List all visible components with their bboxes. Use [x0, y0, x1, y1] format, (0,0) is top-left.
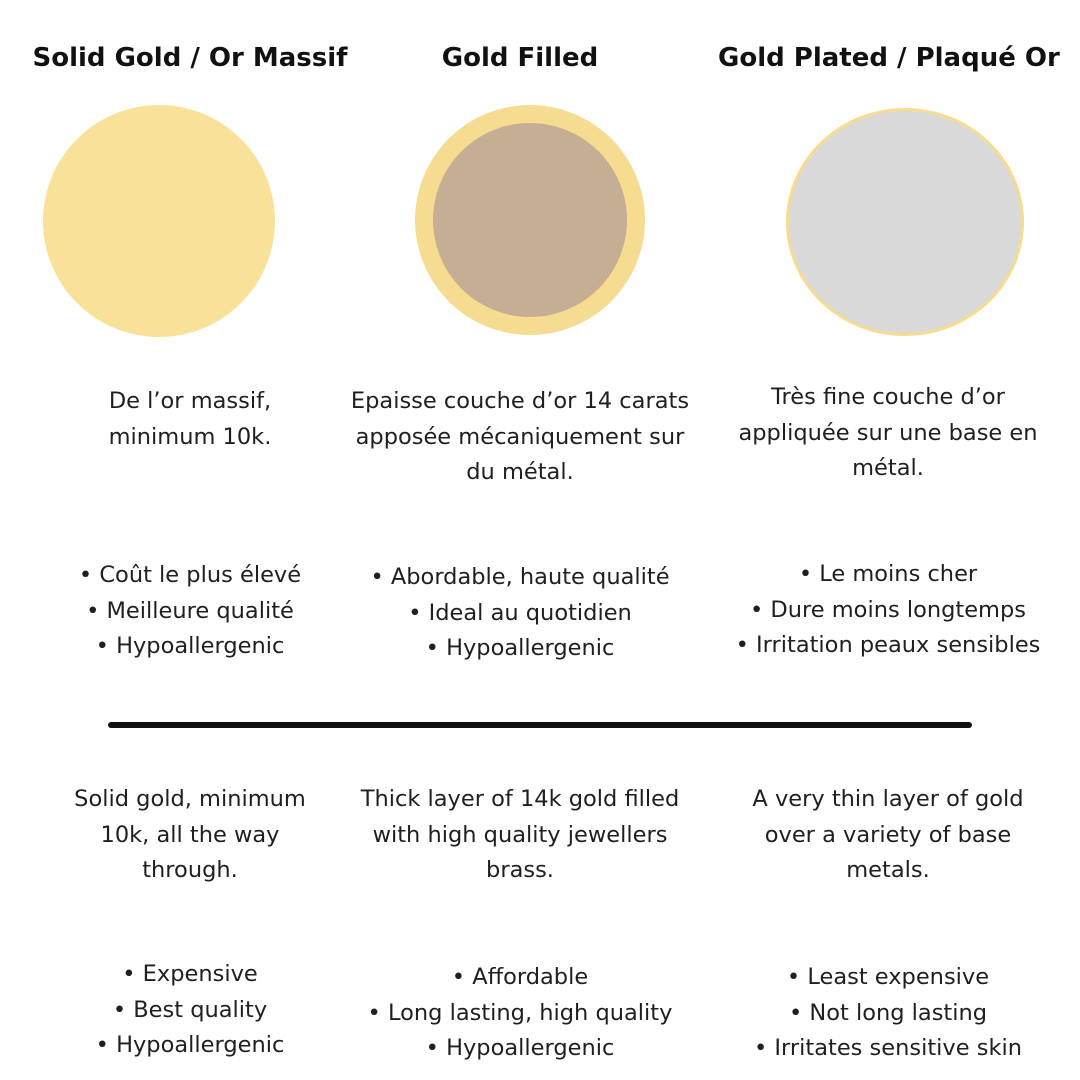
list-item: • Expensive	[122, 961, 258, 987]
column-title: Solid Gold / Or Massif	[32, 43, 348, 73]
list-item: • Ideal au quotidien	[408, 599, 632, 626]
gold-plated-circle	[789, 111, 1021, 333]
solid-gold-circle	[43, 105, 275, 337]
list-item: • Coût le plus élevé	[78, 562, 302, 588]
fr-description	[350, 384, 690, 491]
en-points	[350, 960, 690, 1067]
description-line: Thick layer of 14k gold filled	[360, 786, 680, 812]
list-item: • Meilleure qualité	[86, 597, 294, 624]
fr-description	[20, 384, 360, 455]
list-item: • Dure moins longtemps	[750, 596, 1026, 623]
description-line: over a variety of base	[764, 821, 1012, 848]
description-line: du métal.	[466, 459, 574, 485]
column-title: Gold Filled	[441, 43, 599, 73]
description-line: métal.	[852, 455, 924, 481]
column-title: Gold Plated / Plaqué Or	[718, 43, 1060, 73]
en-description	[718, 782, 1058, 889]
en-points	[20, 957, 360, 1064]
list-item: • Affordable	[451, 964, 589, 990]
fr-points	[350, 560, 690, 667]
column-gold-filled	[350, 0, 690, 1080]
description-line: metals.	[846, 857, 930, 883]
list-item: • Abordable, haute qualité	[370, 564, 670, 590]
list-item: • Hypoallergenic	[95, 633, 285, 659]
list-item: • Hypoallergenic	[425, 635, 615, 661]
list-item: • Le moins cher	[798, 561, 978, 587]
description-line: appliquée sur une base en	[738, 419, 1038, 446]
description-line: through.	[142, 857, 238, 883]
en-description	[350, 782, 690, 889]
fr-points	[718, 557, 1058, 664]
section-divider	[108, 722, 972, 728]
description-line: De l’or massif,	[108, 388, 272, 414]
list-item: • Long lasting, high quality	[367, 999, 673, 1026]
description-line: 10k, all the way	[100, 821, 280, 848]
description-line: minimum 10k.	[108, 423, 272, 450]
list-item: • Irritation peaux sensibles	[735, 632, 1041, 658]
description-line: A very thin layer of gold	[752, 786, 1024, 812]
description-line: Epaisse couche d’or 14 carats	[350, 388, 690, 414]
description-line: Solid gold, minimum	[74, 786, 306, 812]
list-item: • Hypoallergenic	[425, 1035, 615, 1061]
description-line: apposée mécaniquement sur	[355, 423, 685, 450]
list-item: • Not long lasting	[788, 999, 988, 1026]
fr-points	[20, 558, 360, 665]
list-item: • Hypoallergenic	[95, 1032, 285, 1058]
fr-description	[718, 380, 1058, 487]
description-line: brass.	[486, 857, 554, 883]
en-description	[20, 782, 360, 889]
column-gold-plated	[718, 0, 1058, 1080]
brass-core-circle	[433, 123, 627, 317]
list-item: • Least expensive	[786, 964, 990, 990]
column-solid-gold	[20, 0, 360, 1080]
description-line: with high quality jewellers	[372, 821, 668, 848]
gold-filled-circle	[415, 105, 645, 335]
description-line: Très fine couche d’or	[771, 384, 1005, 410]
en-points	[718, 960, 1058, 1067]
list-item: • Irritates sensitive skin	[753, 1035, 1022, 1061]
list-item: • Best quality	[112, 996, 268, 1023]
